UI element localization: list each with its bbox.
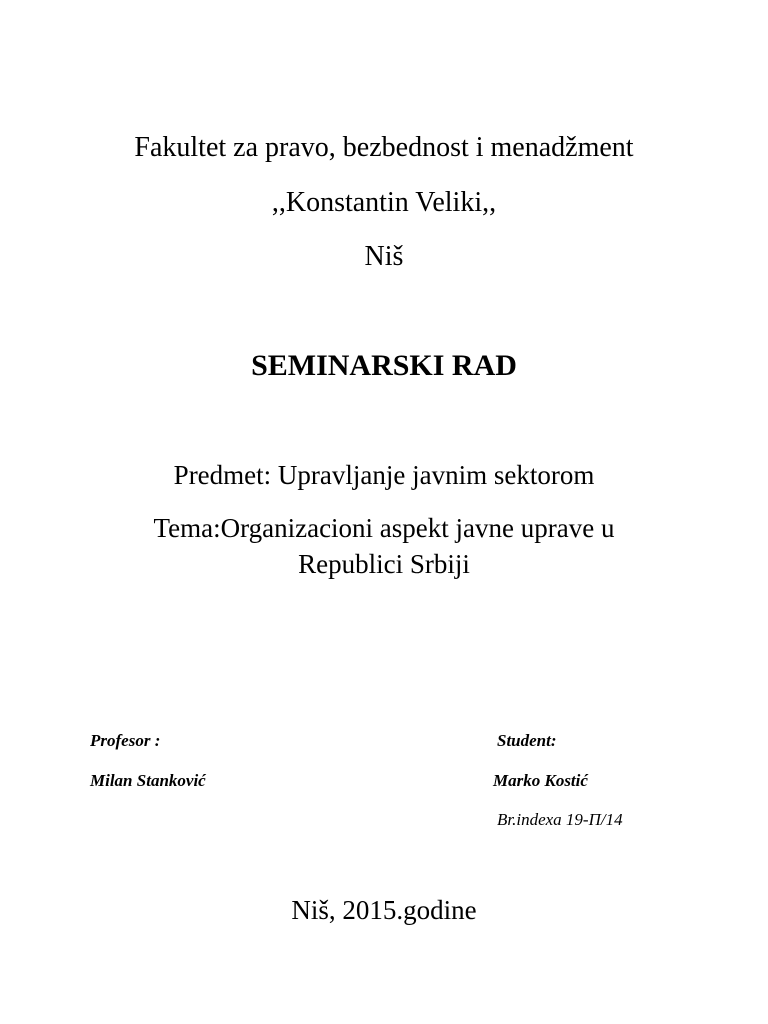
topic-block	[0, 510, 768, 582]
professor-label: Profesor :	[90, 731, 161, 750]
institute-name: ,,Konstantin Veliki,,	[271, 187, 497, 218]
student-label: Student:	[497, 731, 557, 750]
topic-line-2: Republici Srbiji	[298, 549, 470, 579]
topic-line-1: Tema:Organizacioni aspekt javne uprave u	[153, 513, 615, 543]
student-name: Marko Kostić	[493, 771, 588, 790]
student-index: Br.indexa 19-Π/14	[497, 810, 623, 829]
professor-name: Milan Stanković	[90, 771, 206, 790]
place-date: Niš, 2015.godine	[291, 895, 477, 925]
subject-line: Predmet: Upravljanje javnim sektorom	[173, 460, 595, 490]
city-name: Niš	[364, 241, 404, 272]
document-title: SEMINARSKI RAD	[251, 349, 517, 382]
faculty-name: Fakultet za pravo, bezbednost i menadžment	[134, 132, 634, 163]
